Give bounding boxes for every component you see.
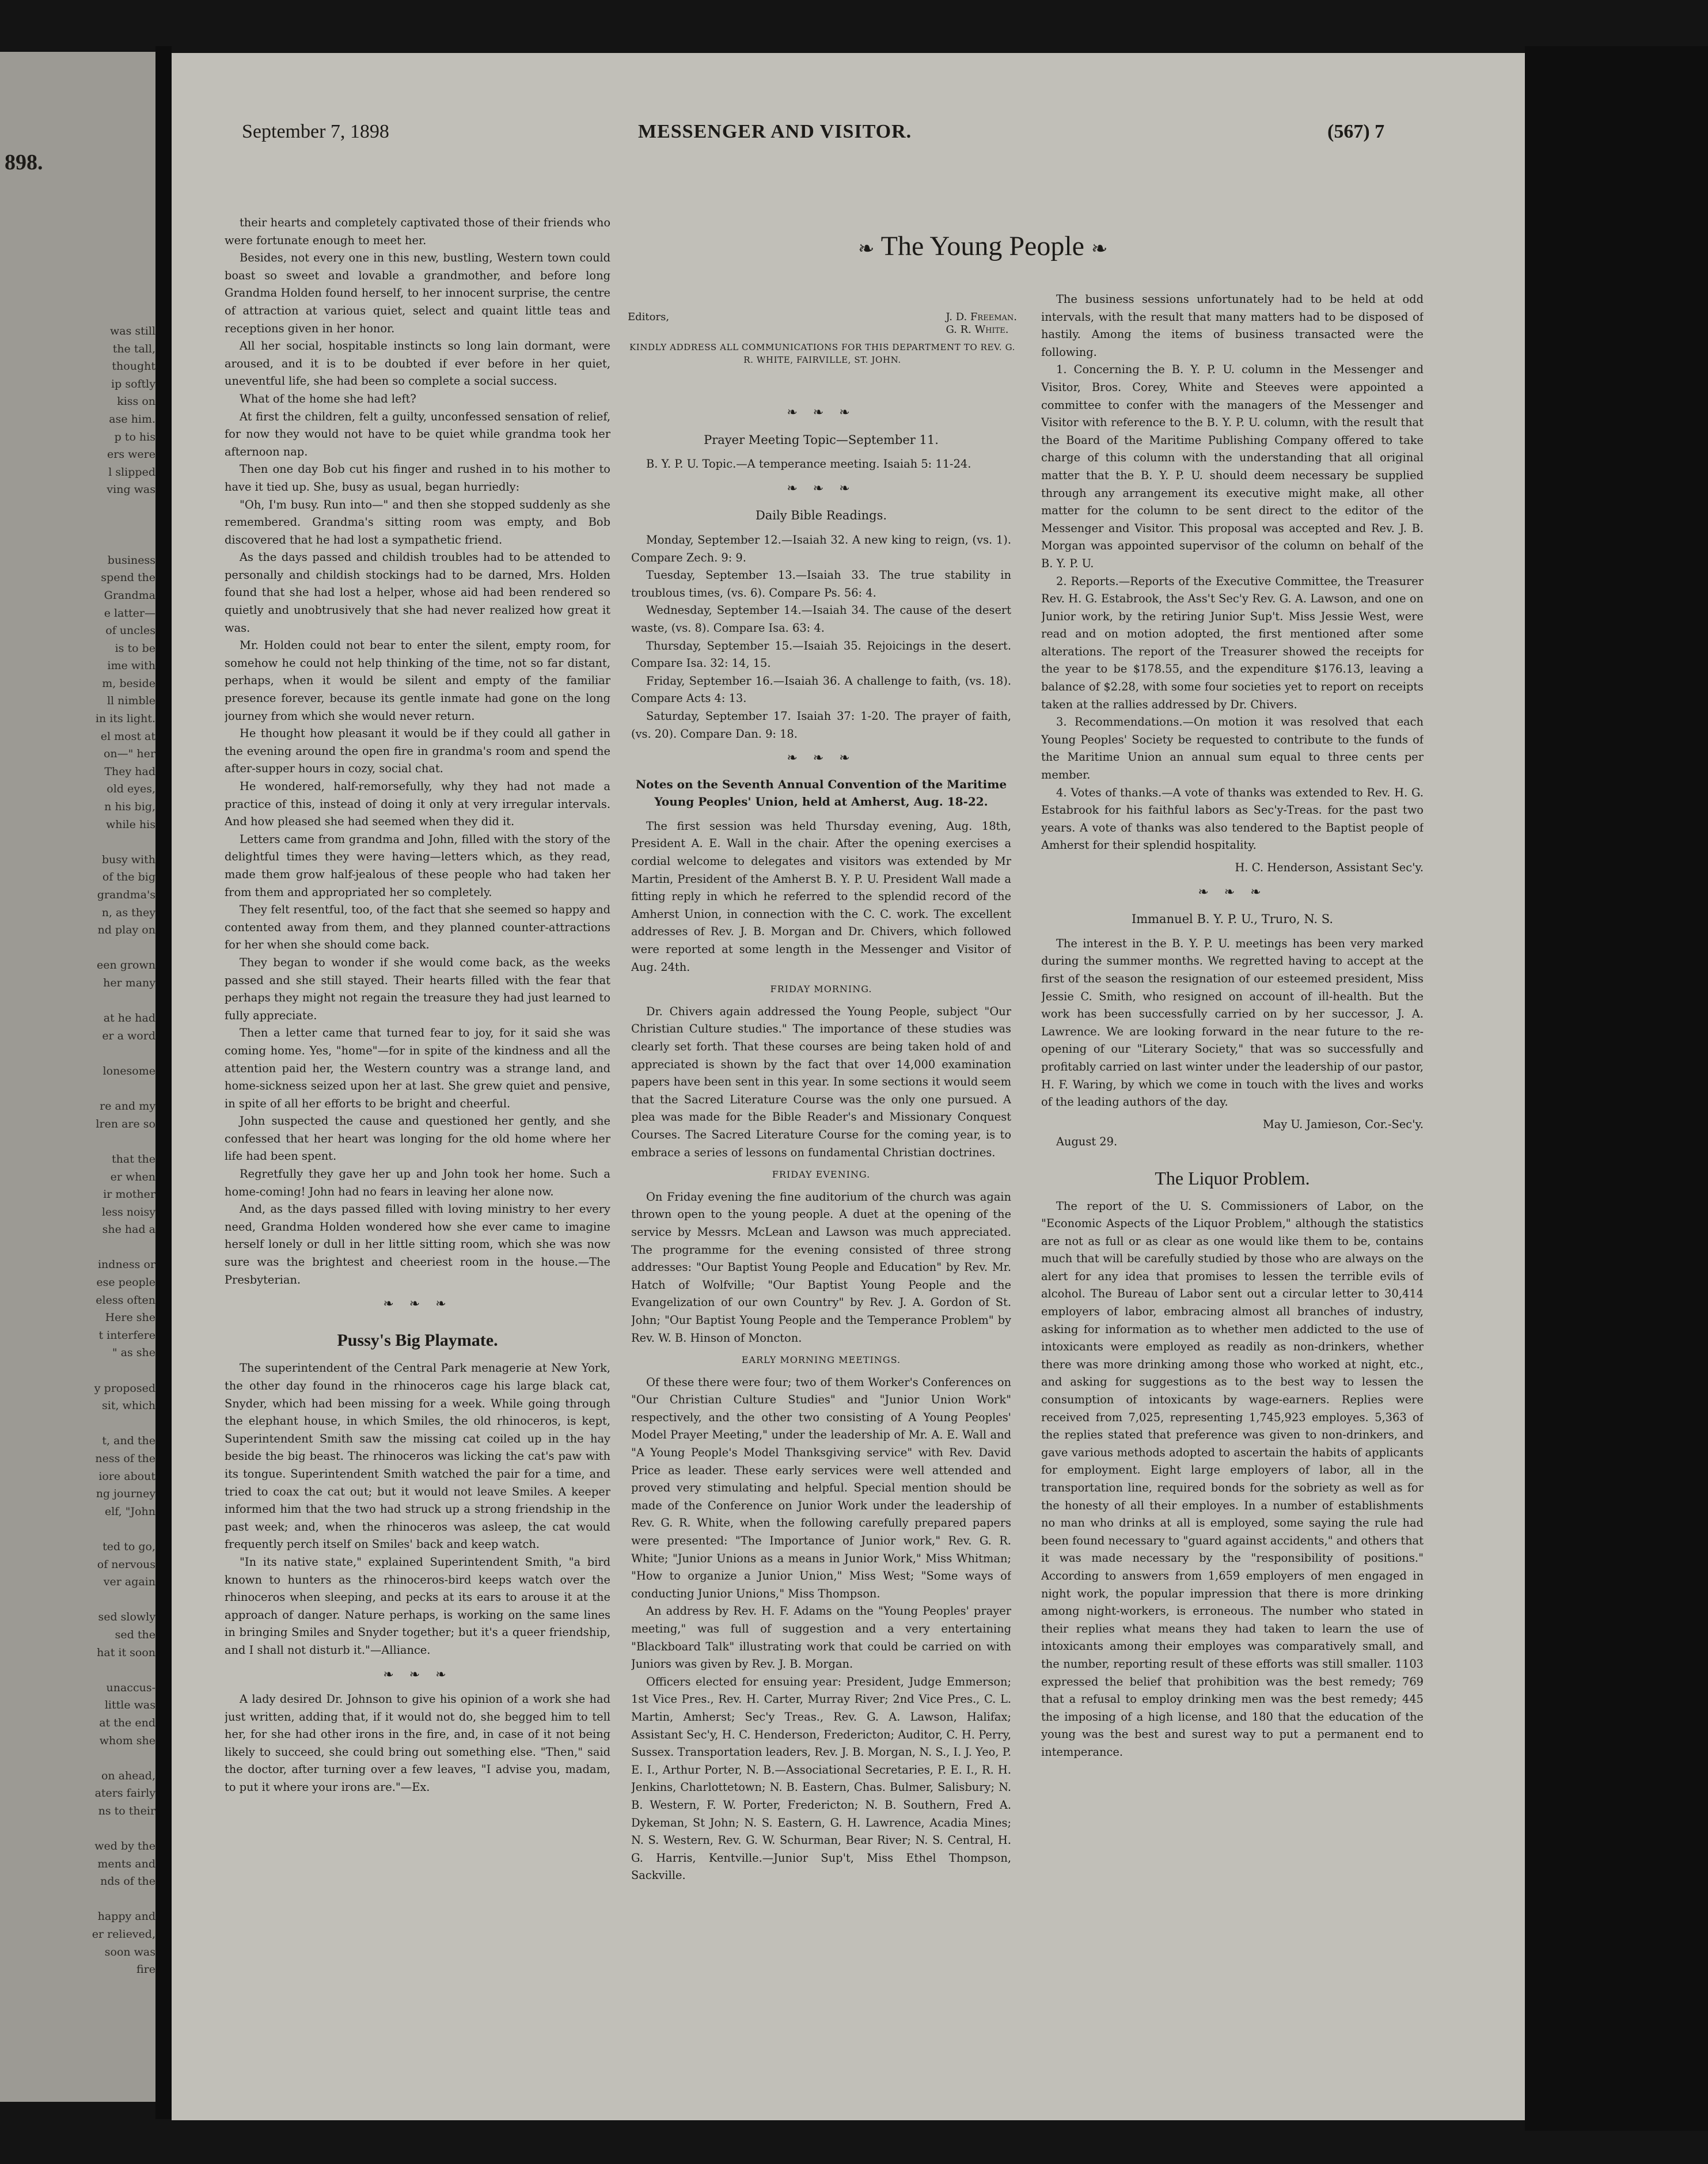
ornament-divider-3: ❧ ❧ ❧ — [787, 405, 856, 420]
header-date: September 7, 1898 — [242, 121, 389, 142]
previous-page-line — [5, 1080, 155, 1098]
previous-page-line: business — [107, 553, 155, 567]
story-paragraph: John suspected the cause and questioned her gently, and she confessed that her heart was longing for the old home where her life had been spent. — [225, 1114, 610, 1163]
previous-page-line: er a word — [102, 1029, 155, 1042]
young-people-section-title — [858, 230, 1107, 262]
previous-page-line: lren are so — [96, 1117, 155, 1130]
previous-page-line: el most at — [100, 730, 155, 743]
ornament-divider-6: ❧ ❧ ❧ — [1198, 884, 1267, 899]
previous-page-line: lonesome — [103, 1064, 155, 1077]
previous-page-line: of uncles — [105, 624, 155, 637]
previous-page-line: busy with — [101, 853, 155, 866]
previous-page-line: Grandma — [104, 589, 155, 602]
leaf-ornament-left-icon: ❧ — [858, 238, 875, 260]
previous-page-line — [5, 1045, 155, 1062]
bible-reading-item: Monday, September 12.—Isaiah 32. A new king to reign, (vs. 1). Compare Zech. 9: 9. — [631, 533, 1011, 564]
leaf-ornament-right-icon: ❧ — [1091, 238, 1108, 260]
previous-page-line-fragments — [5, 322, 155, 1979]
friday-evening-paragraph: On Friday evening the fine auditorium of the church was again thrown open to the young people. A duet at the opening of the service by Messrs. McLean and Lawson was much appreciated. The programme for the evening consisted of three strong addresses: "Our Baptist Young People and Education" by Rev. Mr. Hatch of Wolfville; "Our Baptist Young People and the Evangelization of our own Country" by Rev. J. A. Gordon of St. John; "Our Baptist Young People and the Temperance Problem" by Rev. W. B. Hinson of Moncton. — [631, 1190, 1011, 1345]
previous-page-line: happy and — [97, 1910, 155, 1923]
dateline: August 29. — [1056, 1135, 1118, 1149]
previous-page-line — [5, 534, 155, 552]
previous-page-line — [5, 992, 155, 1010]
business-item: 4. Votes of thanks.—A vote of thanks was extended to Rev. H. G. Estabrook for his faithful labors as Sec'y-Treas. for the past two years. A vote of thanks was also tendered to the Baptist people of Amherst for their splendid hospitality. — [1041, 785, 1424, 852]
previous-page-line: sed the — [115, 1628, 155, 1641]
story-paragraph: He wondered, half-remorsefully, why they had not made a practice of this, instead of doing it only at very irregular intervals. And how pleased she had seemed when they did it. — [225, 780, 610, 829]
previous-page-line: n, as they — [101, 906, 155, 919]
previous-page-line: ng journey — [96, 1487, 155, 1501]
previous-page-line: y proposed — [94, 1381, 155, 1395]
previous-page-line: spend the — [101, 571, 155, 584]
previous-page-line: at he had — [103, 1012, 155, 1025]
story-paragraph: Regretfully they gave her up and John took her home. Such a home-coming! John had no fears in leaving her alone now. — [225, 1167, 610, 1198]
previous-page-line: er relieved, — [92, 1928, 155, 1941]
previous-page-line: iore about — [98, 1470, 155, 1483]
previous-page-line: nds of the — [100, 1875, 155, 1888]
early-meetings-paragraph: An address by Rev. H. F. Adams on the "Young Peoples' prayer meeting," was full of suggestion and a very entertaining "Blackboard Talk" illustrating work that could be carried on with Juniors was given by Rev. J. B. Morgan. — [631, 1604, 1011, 1671]
previous-page-line: thought — [112, 360, 155, 373]
prayer-topic-heading: Prayer Meeting Topic—September 11. — [704, 432, 939, 447]
story-paragraph: They felt resentful, too, of the fact that she seemed so happy and contented away from them, and they planned counter-attractions for her when she should come back. — [225, 903, 610, 952]
previous-page-line — [5, 499, 155, 517]
business-items — [1041, 361, 1424, 855]
previous-page-line — [5, 939, 155, 957]
previous-page-line — [5, 1415, 155, 1433]
previous-page-line: t interfere — [98, 1328, 155, 1342]
previous-page-line: ted to go, — [103, 1540, 155, 1553]
previous-page-line: kiss on — [117, 395, 155, 408]
previous-page-line: m, beside — [102, 677, 155, 690]
previous-page-line — [5, 1591, 155, 1609]
ornament-divider-5: ❧ ❧ ❧ — [787, 751, 856, 766]
previous-page-line: little was — [104, 1699, 155, 1712]
friday-evening-heading: FRIDAY EVENING. — [772, 1169, 871, 1180]
previous-page-line: fire — [136, 1963, 155, 1976]
story-paragraph: "Oh, I'm busy. Run into—" and then she stopped suddenly as she remembered. Grandma's sitting room was empty, and Bob discovered that he had lost a sympathetic friend. — [225, 498, 610, 546]
previous-page-line: ese people — [96, 1276, 155, 1289]
previous-page-line: " as she — [112, 1346, 155, 1360]
previous-page-line: of the big — [102, 871, 155, 884]
previous-page-line: ver again — [103, 1575, 155, 1589]
previous-page-line — [5, 517, 155, 534]
previous-page-line: ip softly — [111, 377, 155, 390]
previous-page-line: wed by the — [94, 1840, 155, 1853]
address-notice: KINDLY ADDRESS ALL COMMUNICATIONS FOR THIS DEPARTMENT TO REV. G. R. WHITE, FAIRVILLE, ST. JOHN. — [629, 342, 1015, 365]
story-paragraph: Besides, not every one in this new, bustling, Western town could boast so sweet and lovable a grandmother, and before long Grandma Holden found herself, to her innocent surprise, the centre of attraction at various quiet, select and quaint little teas and receptions given in her honor. — [225, 251, 610, 335]
early-meetings-heading: EARLY MORNING MEETINGS. — [741, 1354, 901, 1366]
previous-page-line: e latter— — [104, 606, 155, 620]
pussy-playmate-article — [225, 1360, 610, 1659]
previous-page-line: on ahead, — [101, 1769, 155, 1782]
grandma-holden-story — [225, 214, 610, 1289]
previous-page-line: sed slowly — [98, 1611, 155, 1624]
previous-page-line: sit, which — [102, 1399, 155, 1413]
johnson-anecdote: A lady desired Dr. Johnson to give his opinion of a work she had just written, adding that, if it would not do, she begged him to tell her, for she had other irons in the fire, and, in case of it not being likely to succeed, she could bring out something else. "Then," said the doctor, after turning over a few leaves, "I advise you, madam, to put it where your irons are."—Ex. — [225, 1692, 610, 1794]
previous-page-line: ns to their — [98, 1804, 155, 1817]
previous-page-header: 898. — [5, 150, 43, 174]
ornament-divider-2: ❧ ❧ ❧ — [383, 1667, 452, 1682]
bible-reading-item: Wednesday, September 14.—Isaiah 34. The cause of the desert waste, (vs. 8). Compare Isa. 63: 4. — [631, 603, 1011, 635]
previous-page-line — [5, 1133, 155, 1151]
previous-page-line — [5, 1820, 155, 1837]
previous-page-line: ers were — [107, 448, 155, 461]
previous-page-line — [5, 833, 155, 851]
pussy-playmate-title: Pussy's Big Playmate. — [337, 1330, 498, 1350]
editors-label: Editors, — [628, 311, 670, 323]
immanuel-heading: Immanuel B. Y. P. U., Truro, N. S. — [1131, 912, 1334, 927]
book-gutter — [155, 46, 172, 2119]
previous-page-line: she had a — [102, 1223, 155, 1236]
previous-page-line: the tall, — [112, 342, 155, 355]
previous-page-line: ase him. — [109, 412, 155, 426]
article-paragraph: "In its native state," explained Superintendent Smith, "a bird known to hunters as the rhinoceros-bird keeps watch over the rhinoceros when sleeping, and pecks at its ears to arouse it at the approach of danger. Nature perhaps, is working on the same lines in bringing Smiles and Snyder together; but it's a queer friendship, and I shall not disturb it."—Alliance. — [225, 1555, 610, 1657]
story-paragraph: They began to wonder if she would come back, as the weeks passed and she still stayed. Their hearts filled with the fear that perhaps they might not regain the treasure they had just learned to fully appreciate. — [225, 955, 610, 1022]
previous-page-line: p to his — [114, 430, 155, 443]
article-paragraph: The superintendent of the Central Park menagerie at New York, the other day found in the rhinoceros cage his large black cat, Snyder, which had been missing for a week. While going through the elephant house, in which Smiles, the old rhinoceros, is kept, Superintendent Smith saw the missing cat coiled up in the hay beside the big beast. The rhinoceros was licking the cat's paw with its tongue. Superintendent Smith watched the pair for a time, and tried to coax the cat out; but it would not leave Smiles. A keeper informed him that the two had struck up a strong friendship in the past week; and, when the rhinoceros was asleep, the cat would frequently perch itself on Smiles' back and keep watch. — [225, 1361, 610, 1551]
previous-page-line: ness of the — [95, 1452, 155, 1465]
previous-page-line: old eyes, — [107, 783, 155, 796]
previous-page-line: ments and — [97, 1857, 155, 1870]
previous-page-line: t, and the — [102, 1434, 155, 1448]
previous-page-line: Here she — [105, 1311, 155, 1324]
previous-page-line: while his — [105, 818, 155, 831]
column-right — [1041, 291, 1424, 2024]
previous-page-line: of nervous — [97, 1558, 155, 1571]
bible-reading-item: Tuesday, September 13.—Isaiah 33. The true stability in troublous times, (vs. 6). Compare Ps. 56: 4. — [631, 568, 1011, 599]
previous-page-line: elf, "John — [104, 1505, 155, 1518]
scan-border — [1525, 46, 1708, 2131]
business-intro: The business sessions unfortunately had to be held at odd intervals, with the result that many matters had to be disposed of hastily. Among the items of business transacted were the following. — [1041, 293, 1424, 359]
previous-page-line: that the — [112, 1152, 155, 1165]
previous-page-line: ime with — [107, 659, 155, 673]
story-paragraph: And, as the days passed filled with loving ministry to her every need, Grandma Holden wondered how she ever came to imagine herself lonely or dull in her little sitting room, which she was now sure was the brightest and cheeriest room in the house.—The Presbyterian. — [225, 1202, 610, 1286]
previous-page-line — [5, 1520, 155, 1538]
header-title: MESSENGER AND VISITOR. — [638, 121, 912, 142]
story-paragraph: Letters came from grandma and John, filled with the story of the delightful times they were having—letters which, as they read, made them grow half-jealous of these people who had taken her from them and appropriated her so completely. — [225, 832, 610, 899]
story-paragraph: Then a letter came that turned fear to joy, for it said she was coming home. Yes, "home"—for in spite of the kindness and all the attention paid her, the Western country was a strange land, and home-sickness seized upon her at last. She grew quiet and pensive, in spite of all her efforts to be bright and cheerful. — [225, 1026, 610, 1110]
signature: H. C. Henderson, Assistant Sec'y. — [1235, 861, 1424, 874]
previous-page-line: is to be — [115, 641, 155, 655]
story-paragraph: At first the children, felt a guilty, unconfessed sensation of relief, for now they would not have to be quiet while grandma took her afternoon nap. — [225, 409, 610, 458]
previous-page-line: soon was — [104, 1945, 155, 1958]
story-paragraph: Mr. Holden could not bear to enter the silent, empty room, for somehow he could not help thinking of the time, not so far distant, perhaps, when it would be silent and empty of the familiar presence forever, because its gentle inmate had gone on the long journey from which she would never return. — [225, 639, 610, 723]
story-paragraph: their hearts and completely captivated those of their friends who were fortunate enough to meet her. — [225, 216, 610, 247]
immanuel-paragraph: The interest in the B. Y. P. U. meetings has been very marked during the summer months. We regretted having to accept at the first of the season the resignation of our esteemed president, Miss Jessie C. Smith, who resigned on account of ill-health. But the work has been successfully carried on by her successor, J. A. Lawrence. We are looking forward in the near future to the re-opening of our "Literary Society," that was so successfully and profitably carried on last winter under the leadership of our pastor, H. F. Waring, by which we come in touch with the lives and works of the leading authors of the day. — [1041, 936, 1424, 1109]
friday-morning-paragraph: Dr. Chivers again addressed the Young People, subject "Our Christian Culture studies." The importance of these studies was clearly set forth. That these courses are being taken hold of and appreciated is shown by the fact that over 14,000 examination papers have been sent in this year. In some sections it would seem that the Sacred Literature Course was the only one pursued. A plea was made for the Bible Reader's and Missionary Conquest Courses. The Sacred Literature Course for the coming year, is to embrace a series of lessons on fundamental Christian doctrines. — [631, 1004, 1011, 1159]
column-middle — [631, 397, 1011, 2131]
previous-page-line: een grown — [97, 959, 155, 972]
convention-notes-heading: Notes on the Seventh Annual Convention of the Maritime Young Peoples' Union, held at Amherst, Aug. 18-22. — [635, 777, 1007, 809]
previous-page-line — [5, 1890, 155, 1908]
ornament-divider-4: ❧ ❧ ❧ — [787, 481, 856, 496]
previous-page-line: unaccus- — [106, 1681, 155, 1694]
previous-page-line: her many — [103, 976, 155, 989]
bible-readings-list — [631, 531, 1011, 743]
previous-page-line: n his big, — [104, 800, 155, 814]
previous-page-line — [5, 1661, 155, 1679]
previous-page-line: whom she — [99, 1734, 155, 1747]
previous-page-line: aters fairly — [94, 1787, 155, 1800]
previous-page-line: less noisy — [101, 1205, 155, 1218]
officers-paragraph: Officers elected for ensuing year: President, Judge Emmerson; 1st Vice Pres., Rev. H. Carter, Murray River; 2nd Vice Pres., C. L. Martin, Amherst; Sec'y Treas., Rev. G. A. Lawson, Halifax; Assistant Sec'y, H. C. Henderson, Fredericton; Auditor, C. H. Perry, Sussex. Transportation leaders, Rev. J. B. Morgan, N. S., I. J. Yeo, P. E. I., Arthur Porter, N. B.—Associational Secretaries, P. E. I., R. H. Jenkins, Charlottetown; N. B. Eastern, Chas. Bulmer, Salisbury; N. B. Western, F. W. Porter, Fredericton; N. B. Southern, Fred A. Dykeman, St John; N. S. Eastern, G. H. Lawrence, Acadia Mines; N. S. Western, Rev. G. W. Schurman, Bear River; N. S. Central, H. G. Harris, Kentville.—Junior Sup't, Miss Ethel Thompson, Sackville. — [631, 1675, 1011, 1882]
previous-page-line: was still — [110, 325, 155, 337]
previous-page-line: at the end — [99, 1716, 155, 1729]
bible-reading-item: Saturday, September 17. Isaiah 37: 1-20. The prayer of faith, (vs. 20). Compare Dan. 9: 18. — [631, 709, 1011, 741]
previous-page-line: indness or — [97, 1258, 155, 1271]
previous-page-line: in its light. — [95, 712, 155, 726]
editor-name: G. R. White. — [946, 324, 1009, 336]
previous-page-line: ir mother — [103, 1188, 155, 1201]
previous-page-line — [5, 1239, 155, 1256]
column-left — [225, 214, 610, 2109]
signature: May U. Jamieson, Cor.-Sec'y. — [1262, 1117, 1424, 1131]
business-item: 2. Reports.—Reports of the Executive Committee, the Treasurer Rev. H. G. Estabrook, the Ass't Sec'y Rev. G. A. Lawson, and one on Junior work, by the retiring Junior Sup't. Miss Jessie West, were read and on motion adopted, the first mentioned after some alterations. The report of the Treasurer showed the receipts for the year to be $178.55, and the expenditure $176.13, leaving a balance of $2.28, with some four societies yet to report on receipts taken at the rallies addressed by Dr. Chivers. — [1041, 574, 1424, 711]
previous-page-line: on—" her — [103, 747, 155, 761]
prayer-topic: B. Y. P. U. Topic.—A temperance meeting. Isaiah 5: 11-24. — [646, 457, 971, 471]
story-paragraph: Then one day Bob cut his finger and rushed in to his mother to have it tied up. She, busy as usual, began hurriedly: — [225, 462, 610, 493]
friday-morning-heading: FRIDAY MORNING. — [770, 984, 872, 995]
previous-page-line: eless often — [96, 1293, 155, 1307]
editors-row — [628, 311, 1017, 336]
editors-block — [628, 311, 1017, 366]
previous-page-line: nd play on — [97, 924, 155, 937]
story-paragraph: All her social, hospitable instincts so long lain dormant, were aroused, and it is to be doubted if ever before in her quiet, uneventful life, she had been so complete a social success. — [225, 339, 610, 388]
business-item: 1. Concerning the B. Y. P. U. column in the Messenger and Visitor, Bros. Corey, White and Steeves were appointed a committee to confer with the managers of the Messenger and Visitor with reference to the B. Y. P. U. column, with the result that the Board of the Maritime Publishing Company offered to take charge of this column with the understanding that all original matter that the B. Y. P. U. should deem necessary be supplied through any arrangement its executive might make, all other matter for the column to be sent direct to the editor of the Messenger and Visitor. This proposal was accepted and Rev. J. B. Morgan was appointed supervisor of the column on behalf of the B. Y. P. U. — [1041, 363, 1424, 570]
story-paragraph: As the days passed and childish troubles had to be attended to personally and childish stockings had to be darned, Mrs. Holden found that she had lost a helper, whose aid had been rendered so quietly and unobtrusively that she had never realized how great it was. — [225, 551, 610, 635]
previous-page-line: er when — [110, 1170, 155, 1183]
story-paragraph: What of the home she had left? — [240, 392, 416, 405]
previous-page-line — [5, 1362, 155, 1380]
story-paragraph: He thought how pleasant it would be if they could all gather in the evening around the open fire in grandma's room and spend the after-supper hours in cozy, social chat. — [225, 727, 610, 776]
liquor-problem-paragraph: The report of the U. S. Commissioners of Labor, on the "Economic Aspects of the Liquor Problem," although the statistics are not as full or as clear as one would like them to be, contains much that will be carefully studied by those who are always on the alert for any idea that promises to lessen the terrible evils of alcohol. The Bureau of Labor sent out a circular letter to 30,414 employers of labor, embracing almost all branches of industry, asking for information as to whether men addicted to the use of intoxicants were employed as readily as non-drinkers, whether there was more drinking among those who worked at night, etc., and asking for suggestions as to the best way to lessen the consumption of intoxicants by wage-earners. Replies were received from 7,025, representing 1,745,923 employes. 5,363 of the replies stated that preference was given to non-drinkers, and gave various methods adopted to ascertain the habits of applicants for employment. Eight large employers of labor, all in the transportation line, required bonds for the sobriety as well as for the honesty of all their employes. In a number of establishments no man who drinks at all is employed, some saying the rule had been found necessary to "guard against accidents," and others that it was made necessary by the "responsibility of positions." According to answers from 1,659 employers of men engaged in night work, the popular impression that there is more drinking among night-workers, is erroneous. The number who stated in their replies what means they had taken to learn the use of intoxicants among their employes was comparatively small, and the number, reporting result of these efforts was still smaller. 1103 expressed the belief that prohibition was the best remedy; 769 that a refusal to employ drinking men was the best remedy; 445 the imposing of a high license, and 180 that the education of the young was the best and surest way to put a permanent end to intemperance. — [1041, 1199, 1424, 1759]
previous-page-line: ving was — [107, 483, 155, 496]
previous-page-line: re and my — [100, 1100, 155, 1113]
early-meetings-paragraph: Of these there were four; two of them Worker's Conferences on "Our Christian Culture Studies" and "Junior Union Work" respectively, and the other two consisting of A Young Peoples' Model Prayer Meeting," under the leadership of Mr. A. E. Wall and "A Young People's Model Thanksgiving service" with Rev. David Price as leader. These early services were well attended and proved very stimulating and helpful. Special mention should be made of the Conference on Junior Work under the leadership of Rev. G. R. White, when the following carefully prepared papers were presented: "The Importance of Junior work," Rev. G. R. White; "Junior Unions as a means in Junior Work," Miss Whitman; "How to organize a Junior Union," Miss West; "Some ways of conducting Junior Unions," Miss Thompson. — [631, 1375, 1011, 1600]
previous-page-line — [5, 1749, 155, 1767]
previous-page-line: l slipped — [108, 465, 155, 479]
convention-notes-paragraph: The first session was held Thursday evening, Aug. 18th, President A. E. Wall in the chair. After the opening exercises a cordial welcome to delegates and visitors was extended by Mr Martin, President of the Amherst B. Y. P. U. President Wall made a fitting reply in which he referred to the splendid record of the Amherst Union, in connection with the C. C. work. The excellent addresses of Rev. J. B. Morgan and Dr. Chivers, which followed were reported at some length in the Messenger and Visitor of Aug. 24th. — [631, 819, 1011, 974]
business-item: 3. Recommendations.—On motion it was resolved that each Young Peoples' Society be requested to contribute to the funds of the Maritime Union an annual sum equal to three cents per member. — [1041, 715, 1424, 782]
bible-reading-item: Thursday, September 15.—Isaiah 35. Rejoicings in the desert. Compare Isa. 32: 14, 15. — [631, 639, 1011, 670]
young-people-title-text: The Young People — [880, 231, 1084, 261]
ornament-divider: ❧ ❧ ❧ — [383, 1297, 452, 1312]
previous-page-line: grandma's — [97, 889, 155, 901]
previous-page-line: They had — [104, 765, 155, 778]
previous-page-line: hat it soon — [97, 1646, 155, 1659]
bible-reading-item: Friday, September 16.—Isaiah 36. A challenge to faith, (vs. 18). Compare Acts 4: 13. — [631, 674, 1011, 705]
previous-page-fragment — [0, 52, 155, 2102]
header-page-number: (567) 7 — [1327, 121, 1385, 142]
bible-readings-heading: Daily Bible Readings. — [755, 508, 887, 523]
liquor-problem-title: The Liquor Problem. — [1155, 1167, 1310, 1189]
editor-name: J. D. Freeman. — [946, 311, 1017, 323]
previous-page-line: ll nimble — [107, 694, 155, 708]
editor-names — [946, 311, 1017, 336]
